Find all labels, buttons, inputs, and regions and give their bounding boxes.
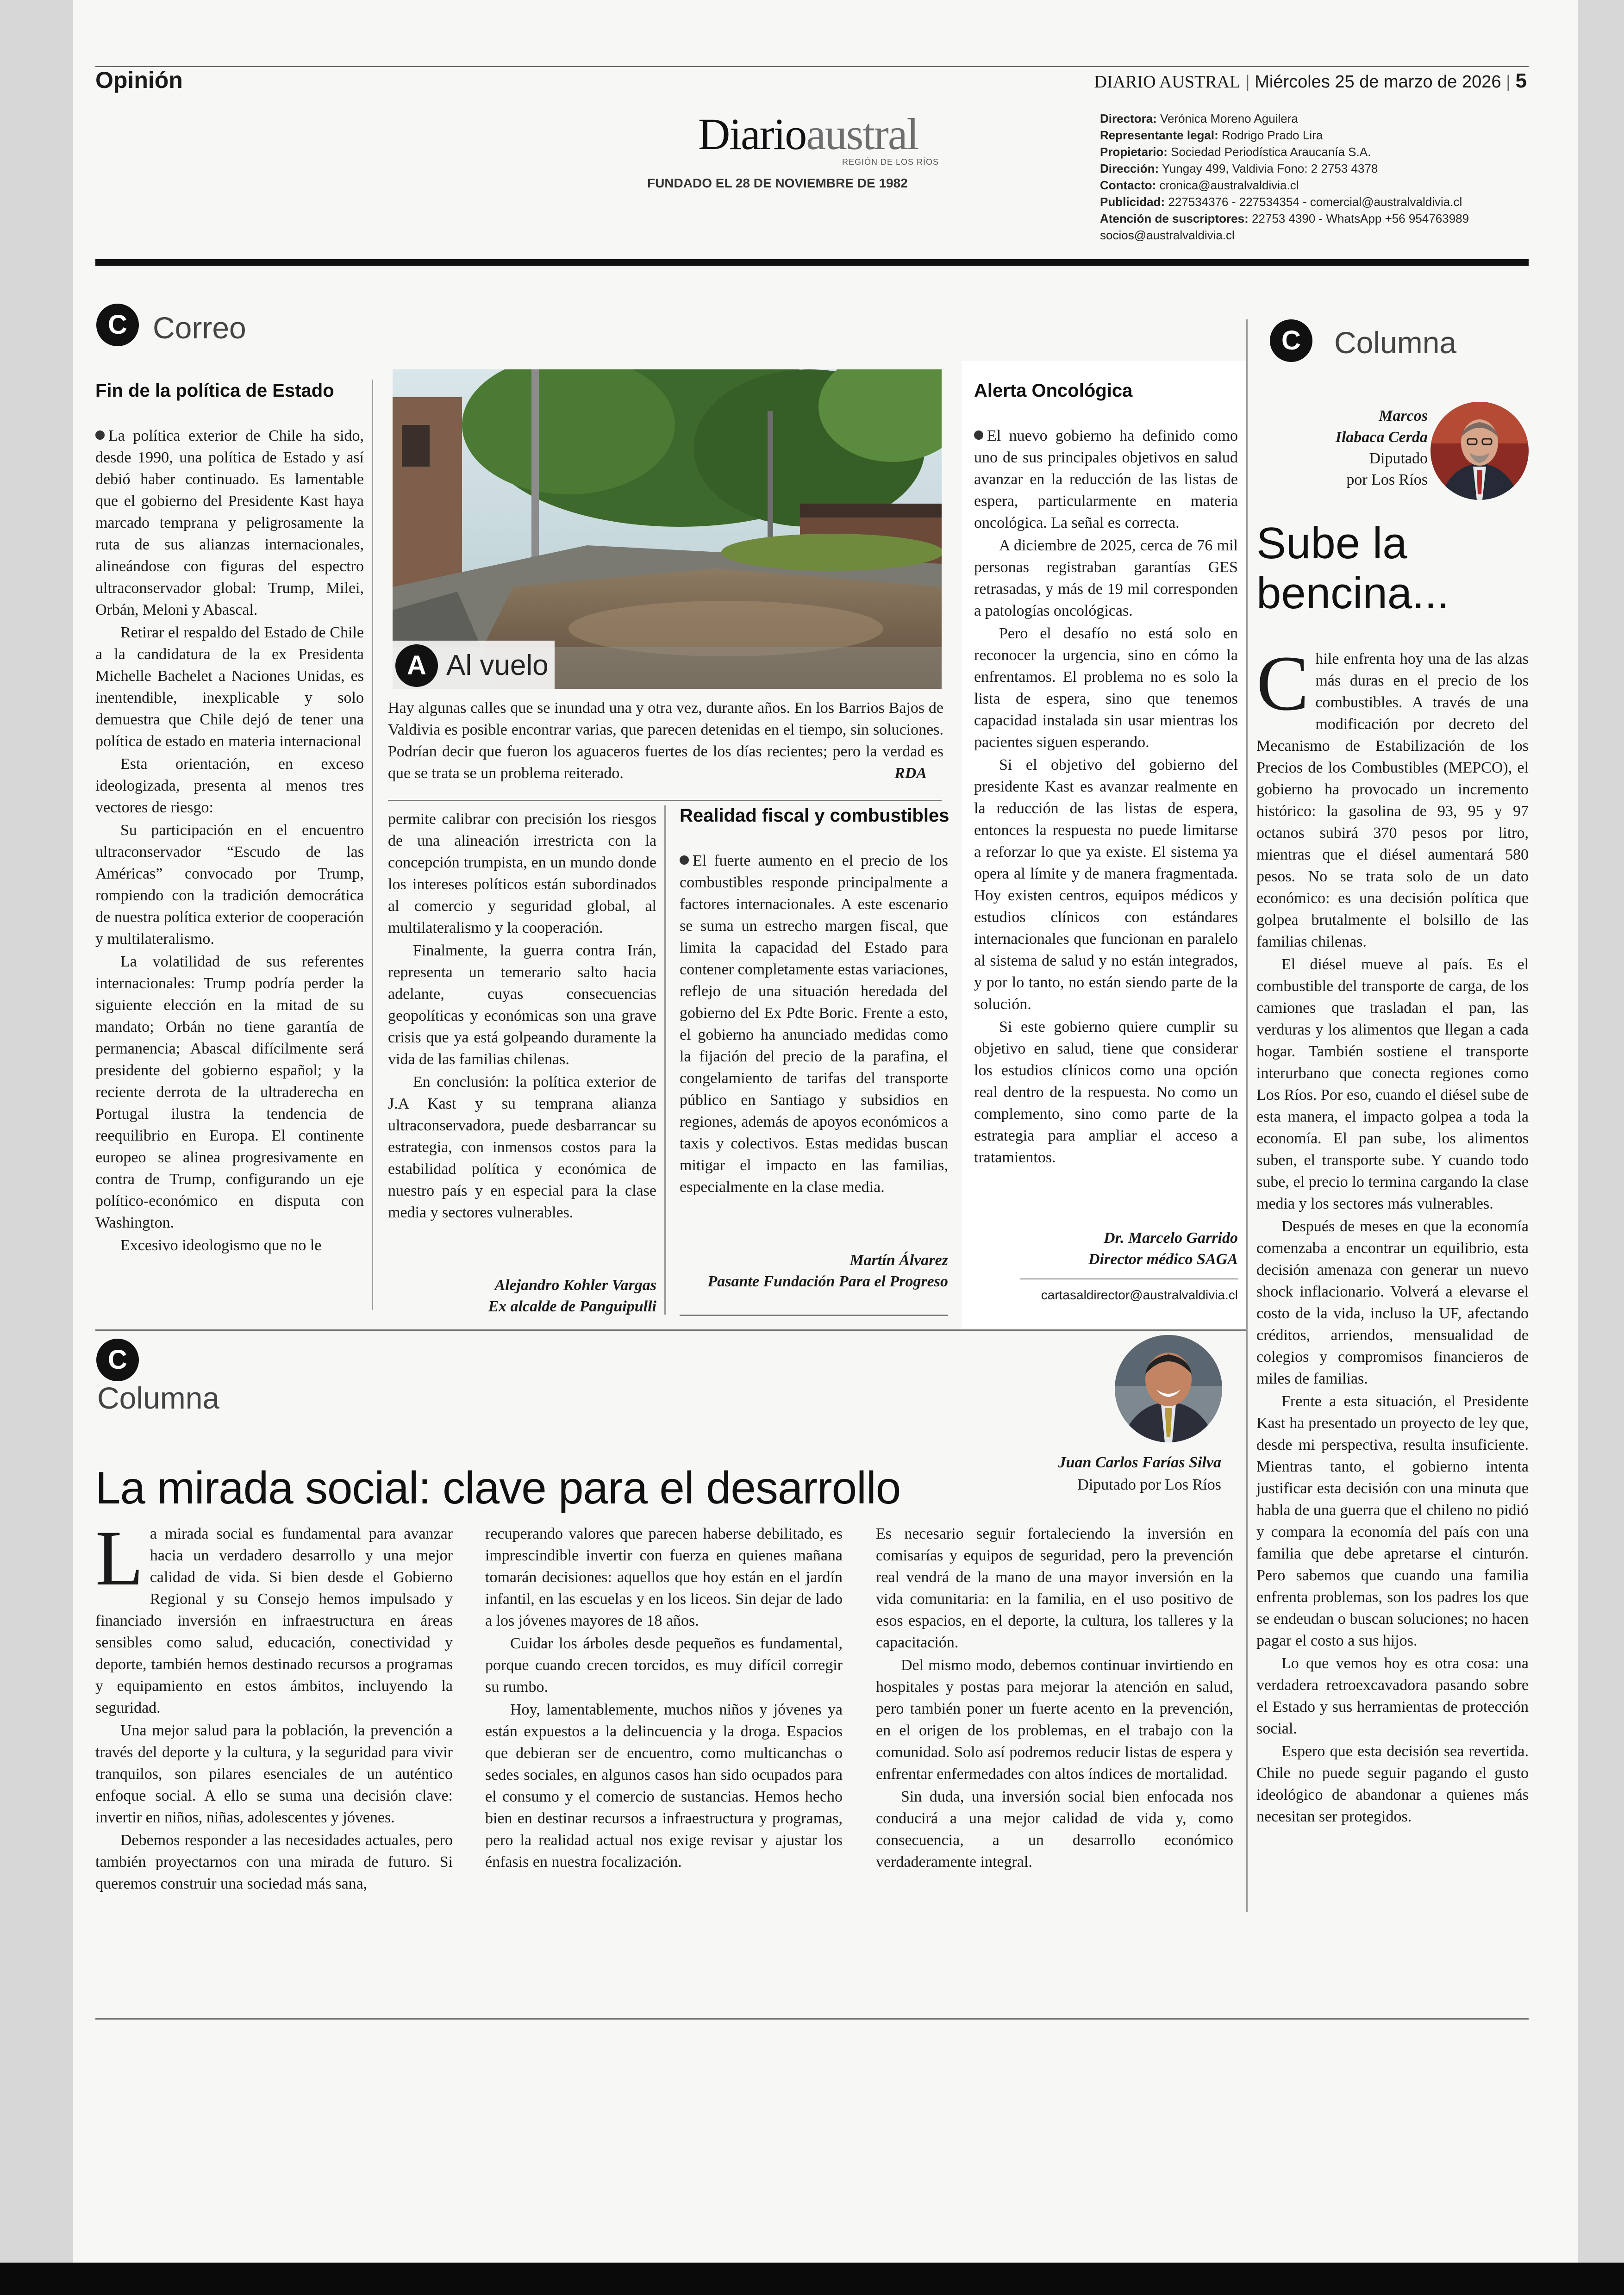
correo-label: Correo [153,311,246,345]
columna-right-paragraph: Espero que esta decisión sea revertida. Chile no puede seguir pagando el gusto ideológico de abandonar a quienes más necesitan ser protegidos. [1256,1743,1529,1825]
newspaper-page [73,0,1578,2264]
columna-bottom-author-role: Diputado por Los Ríos [1077,1476,1221,1493]
bottom-section-rule [95,1329,1246,1331]
columna-right-paragraph: El diésel mueve al país. Es el combustible del transporte de carga, de los camiones que trasladan el pan, las verduras y los alimentos que llegan a cada hogar. También sostiene el transporte interurbano que conecta regiones como Los Ríos. Por eso, cuando el diésel sube de esta manera, el impacto golpea a toda la economía. El pan sube, los alimentos suben, el transporte sube. Y cuando todo sube, el precio lo termina cargando la clase media y los sectores más vulnerables. [1256,956,1529,1212]
columna-bottom-title: La mirada social: clave para el desarrollo [95,1462,901,1513]
letter1-paragraph: Retirar el respaldo del Estado de Chile a la candidatura de la ex Presidenta Michelle Bachelet a Naciones Unidas, es inentendible, inexplicable y solo demuestra que Chile dejó de tener una política de estado en materia internacional [95,624,364,750]
paper-name: DIARIO AUSTRAL [1094,72,1241,92]
photo-label: Al vuelo [446,649,549,681]
columna-right-title: Sube la bencina... [1256,518,1449,618]
letter1-paragraph: Su participación en el encuentro ultraconservador “Escudo de las Américas” convocado por Trump, rompiendo con la tradición democrática de nuestra política exterior de cooperación y multilateralismo. [95,822,364,948]
letter2-author-role: Pasante Fundación Para el Progreso [707,1273,948,1290]
columna-bottom-paragraph: Sin duda, una inversión social bien enfocada nos conducirá a una mejor calidad de vida y, como consecuencia, a un desarrollo económico verdaderamente integral. [876,1788,1233,1871]
portrait-marcos [1430,402,1529,500]
letter1-col1 [95,425,364,1257]
letter2-body [680,850,948,1199]
letter1-author: Alejandro Kohler Vargas [494,1277,656,1294]
columna-right-label: Columna [1334,325,1457,360]
logo-region: REGIÓN DE LOS RÍOS [842,157,939,167]
letter2-end-rule [680,1315,948,1316]
columna-right-paragraph: Frente a esta situación, el Presidente Kast ha presentado un proyecto de ley que, desde mi perspectiva, resulta insuficiente. Mientras tanto, el gobierno intenta justificar esta decisión con una minuta que habla de una guerra que el chileno no pidió y compara la economía del país con una familia que debe apretarse el cinturón. Pero sabemos que cuando una familia enfrenta problemas, son los padres los que se endeudan o buscan soluciones; no hacen pagar el costo a sus hijos. [1256,1393,1529,1649]
viewer-bottom-bar [0,2263,1624,2295]
credit-line: socios@australvaldivia.cl [1100,228,1235,242]
letter3-body [974,425,1238,1169]
columna-bottom-paragraph: recuperando valores que parecen haberse debilitado, es imprescindible invertir con fuerza en quienes mañana tomarán decisiones: aquellos que hoy están en el jardín infantil, en las escuelas y en los liceos. Sin dejar de lado a los jóvenes mayores de 18 años. [485,1525,843,1629]
columna-bottom-label: Columna [97,1381,220,1415]
author-avatar [1115,1335,1222,1442]
email-rule [1020,1278,1238,1279]
letters-email[interactable]: cartasaldirector@australvaldivia.cl [1041,1288,1238,1302]
letter1-title: Fin de la política de Estado [95,380,334,401]
bullet-icon [974,430,983,440]
letter1-paragraph: Esta orientación, en exceso ideologizada, presenta al menos tres vectores de riesgo: [95,755,364,816]
letter1-paragraph: Finalmente, la guerra contra Irán, representa un temerario salto hacia adelante, cuyas consecuencias geopolíticas y económicas son una grave crisis que ya está golpeando duramente la vida de las familias chilenas. [388,942,656,1068]
header-dateline: DIARIO AUSTRAL | Miércoles 25 de marzo de 2026 | 5 [1094,69,1527,92]
column-divider [664,805,666,1315]
caption-text: Hay algunas calles que se inundad una y otra vez, durante años. En los Barrios Bajos de Valdivia es posible encontrar varias, que parecen detenidas en el tiempo, sin soluciones. Podrían decir que fueron los aguaceros fuertes de los días recientes; pero la verdad es que se trata se un problema reiterado. [388,699,943,782]
columna-right-body [1256,640,1529,1828]
columna-bottom-paragraph: La mirada social es fundamental para avanzar hacia un verdadero desarrollo y una mejor calidad de vida. Si bien desde el Gobierno Regional y su Consejo hemos impulsado y financiado inversión en infraestructura en áreas sensibles como salud, educación, conectividad y deporte, también hemos destinado recursos a programas y equipamiento en estos ámbitos, incluyendo la seguridad. [95,1515,453,1716]
letter1-paragraph: La volatilidad de sus referentes internacionales: Trump podría perder la siguiente elección en la mitad de su mandato; Orbán no tiene garantía de permanencia; Abascal difícilmente será presidente del gobierno español; y la reciente derrota de la ultraderecha en Portugal ilustra la tendencia de reequilibrio en Europa. El continente europeo se alinea progresivamente en contra de Trump, configurando un eje político-económico en disputa con Washington. [95,953,364,1231]
letter3-signature [974,1228,1238,1270]
letter3-paragraph: A diciembre de 2025, cerca de 76 mil personas registraban garantías GES retrasadas, y más de 19 mil corresponden a patologías oncológicas. [974,537,1238,619]
credit-line: Publicidad: 227534376 - 227534354 - comercial@australvaldivia.cl [1100,195,1462,209]
bullet-icon [95,430,105,440]
credit-line: Atención de suscriptores: 22753 4390 - WhatsApp +56 954763989 [1100,212,1469,225]
credit-line: Contacto: cronica@australvaldivia.cl [1100,178,1299,192]
columna-bottom-paragraph: Cuidar los árboles desde pequeños es fundamental, porque cuando crecen torcidos, es muy difícil corregir su rumbo. [485,1635,843,1696]
credit-line: Representante legal: Rodrigo Prado Lira [1100,128,1323,142]
columna-bottom-col3 [876,1523,1233,1874]
correo-badge: C [96,304,139,346]
author-role-1: Diputado [1369,450,1428,467]
masthead-logo [698,111,939,167]
photo-credit: RDA [894,765,927,782]
letter2-author: Martín Álvarez [849,1252,948,1269]
dropcap: C [1256,640,1309,727]
columna-right-author [1258,405,1428,491]
letter3-paragraph: Si el objetivo del gobierno del presidente Kast es avanzar realmente en la reducción de las listas de espera, entonces la respuesta no puede limitarse a reforzar lo que ya existe. El sistema ya opera al límite y de manera fragmentada. Hoy existen centros, equipos médicos y estudios clínicos con estándares internacionales que funcionan en paralelo al sistema de salud y no están integrados, y por lo tanto, no están siendo parte de la solución. [974,756,1238,1013]
letter1-paragraph: En conclusión: la política exterior de J.A Kast y su temprana alianza ultraconservadora, puede desbarrancar su estrategia, con inmensos costos para la estabilidad política y económica de nuestro país y en especial para la clase media y sectores vulnerables. [388,1073,656,1221]
issue-date: Miércoles 25 de marzo de 2026 [1255,72,1501,92]
credits-block [1100,110,1469,243]
letter2-text: El fuerte aumento en el precio de los combustibles responde principalmente a factores internacionales. A este escenario se suma un estrecho margen fiscal, que limita la capacidad del Estado para contener completamente estas variaciones, reflejo de una situación heredada del gobierno del Ex Pdte Boric. Frente a esto, el gobierno ha anunciado medidas como la fijación del precio de la parafina, el congelamiento de tarifas del transporte público en Santiago y subsidios en regiones, además de apoyos económicos a taxis y colectivos. Estas medidas buscan mitigar el impacto en las familias, especialmente en la clase media. [680,852,948,1196]
columna-bottom-col1 [95,1515,453,1896]
founded-line: FUNDADO EL 28 DE NOVIEMBRE DE 1982 [647,176,908,190]
letter1-author-role: Ex alcalde de Panguipulli [488,1298,656,1315]
photo-badge: A [395,644,438,687]
columna-right-badge: C [1270,319,1312,362]
letter1-signature [388,1275,656,1317]
street-flood-photo [393,369,942,689]
column-divider [372,380,373,1310]
dropcap: L [95,1515,144,1602]
columna-right-paragraph: Después de meses en que la economía comenzaba a encontrar un equilibrio, esta decisión amenaza con generar un nuevo shock inflacionario. Volverá a elevarse el costo de la vida, incluso la UF, afectando créditos, arriendos, mensualidad de colegios y compromisos financieros de miles de familias. [1256,1218,1529,1387]
photo-caption [388,697,943,785]
columna-bottom-badge: C [96,1339,139,1381]
letter2-title: Realidad fiscal y combustibles [680,805,949,826]
column-divider [1246,319,1248,1912]
bullet-icon [680,855,689,865]
columna-bottom-col2 [485,1523,843,1874]
page-number: 5 [1515,69,1527,92]
section-title: Opinión [95,67,183,93]
caption-rule [388,800,942,801]
columna-bottom-paragraph: Una mejor salud para la población, la prevención a través del deporte y la cultura, y la seguridad para vivir tranquilos, son pilares esenciales de un auténtico enfoque social. A ello se suma una decisión clave: invertir en niños, niñas, adolescentes y jóvenes. [95,1722,453,1826]
letter1-paragraph: La política exterior de Chile ha sido, desde 1990, una política de Estado y así debió haber continuado. Es lamentable que el gobierno del Presidente Kast haya marcado temprana y peligrosamente la ruta de sus alianzas internacionales, alineándose con figuras del espectro ultraconservador global: Trump, Milei, Orbán, Meloni y Abascal. [95,427,364,618]
footer-rule [95,2018,1529,2020]
letter2-signature [680,1250,948,1292]
credit-line: Propietario: Sociedad Periodística Araucanía S.A. [1100,145,1371,159]
letter3-author: Dr. Marcelo Garrido [1104,1229,1238,1247]
credit-line: Dirección: Yungay 499, Valdivia Fono: 2 2753 4378 [1100,162,1378,175]
columna-bottom-paragraph: Es necesario seguir fortaleciendo la inversión en comisarías y equipos de seguridad, pero la prevención real vendrá de la mano de una mayor inversión en la vida comunitaria: en la familia, en el uso positivo de esos espacios, en el deporte, la cultura, los talleres y la capacitación. [876,1525,1233,1651]
portrait-juan-carlos [1115,1335,1222,1442]
author-last-name: Ilabaca Cerda [1335,429,1428,446]
top-rule [95,66,1529,67]
letter3-title: Alerta Oncológica [974,380,1133,401]
columna-right-paragraph: Chile enfrenta hoy una de las alzas más duras en el precio de los combustibles. A través de una modificación por decreto del Mecanismo de Estabilización de los Precios de los Combustibles (MEPCO), el gobierno ha provocado un incremento histórico: la gasolina de 93, 95 y 97 octanos subirá 370 pesos por litro, mientras que el diésel aumentará 580 pesos. No se trata solo de un dato económico: es una decisión política que golpea brutalmente el bolsillo de las familias chilenas. [1256,640,1529,950]
credit-line: Directora: Verónica Moreno Aguilera [1100,112,1298,125]
columna-right-paragraph: Lo que vemos hoy es otra cosa: una verdadera retroexcavadora pasando sobre el Estado y sus herramientas de protección social. [1256,1655,1529,1737]
letter3-paragraph: El nuevo gobierno ha definido como uno de sus principales objetivos en salud avanzar en la reducción de las listas de espera, particularmente en materia oncológica. La señal es correcta. [974,427,1238,531]
letter3-paragraph: Pero el desafío no está solo en reconocer la urgencia, sino en cómo la enfrentamos. El problema no es solo la lista de espera, sino que tenemos capacidad instalada sin usar mientras los pacientes siguen esperando. [974,625,1238,751]
letter1-paragraph: Excesivo ideologismo que no le [120,1237,322,1254]
letter1-col2 [388,808,656,1224]
columna-bottom-paragraph: Hoy, lamentablemente, muchos niños y jóvenes ya están expuestos a la delincuencia y la droga. Espacios que debieran ser de encuentro, como multicanchas o sedes sociales, en algunos casos han sido ocupados para el consumo y el comercio de sustancias. Hemos hecho bien en destinar recursos a infraestructura y programas, pero la realidad actual nos exige revisar y ajustar los énfasis en nuestra focalización. [485,1701,843,1871]
author-role-2: por Los Ríos [1346,471,1428,488]
author-first-name: Marcos [1379,407,1428,424]
masthead-rule [95,259,1529,266]
letter3-paragraph: Si este gobierno quiere cumplir su objetivo en salud, tiene que considerar los estudios clínicos como una opción real dentro de la respuesta. No como un complemento, sino como parte de la estrategia para ampliar el acceso a tratamientos. [974,1018,1238,1166]
logo-accent: austral [806,109,918,159]
columna-bottom-author: Juan Carlos Farías Silva [1058,1454,1221,1471]
columna-bottom-paragraph: Debemos responder a las necesidades actuales, pero también proyectarnos con una mirada de futuro. Si queremos construir una sociedad más sana, [95,1832,453,1892]
logo-main: Diario [698,109,806,159]
letter3-author-role: Director médico SAGA [1088,1251,1238,1268]
columna-bottom-paragraph: Del mismo modo, debemos continuar invirtiendo en hospitales y postas para mejorar la atención en salud, pero también poner un fuerte acento en la prevención, en el origen de los problemas, en el trabajo con la comunidad. Solo así podremos reducir listas de espera y enfrentar enfermedades con altos índices de mortalidad. [876,1657,1233,1783]
author-avatar [1430,402,1529,500]
letter1-paragraph: permite calibrar con precisión los riesgos de una alineación irrestricta con la concepción trumpista, en un mundo donde los intereses políticos están subordinados al comercio y seguridad global, al multilateralismo y la cooperación. [388,811,656,936]
columna-bottom-author-block [976,1452,1221,1496]
